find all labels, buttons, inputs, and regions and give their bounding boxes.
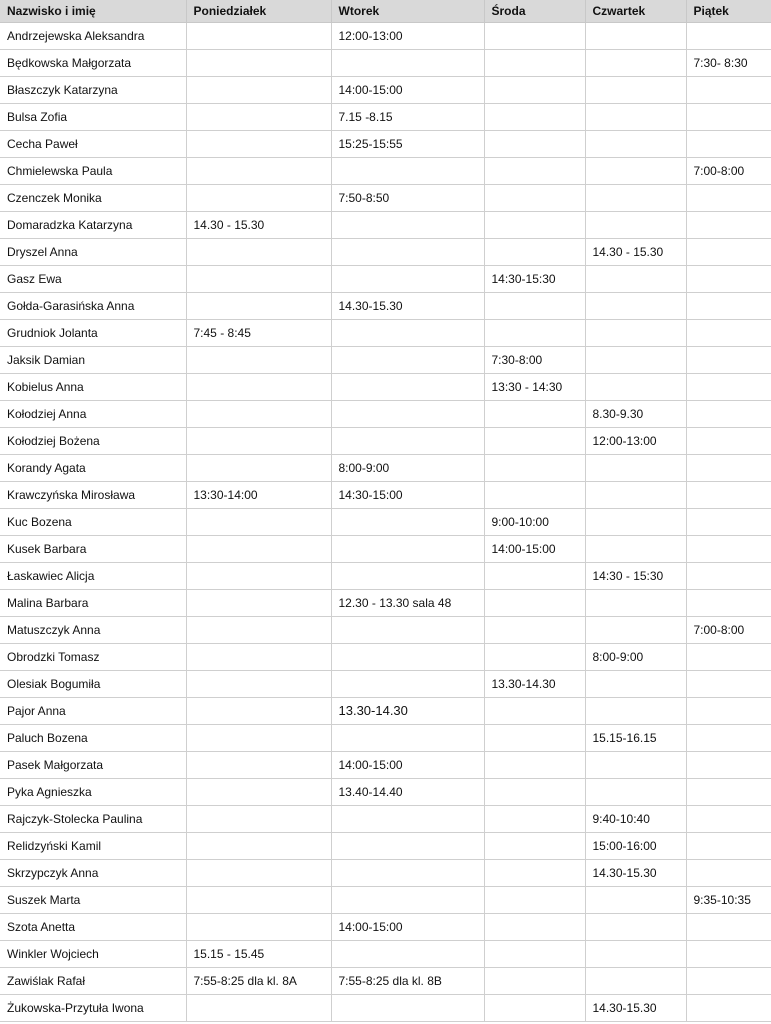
- table-row: [0, 103, 771, 130]
- thursday-cell: 14.30-15.30: [585, 859, 686, 886]
- thursday-cell: [585, 22, 686, 49]
- tuesday-cell: [331, 157, 484, 184]
- monday-cell: [186, 130, 331, 157]
- table-row: [0, 994, 771, 1021]
- wednesday-cell: [484, 967, 585, 994]
- monday-cell: [186, 643, 331, 670]
- wednesday-cell: [484, 103, 585, 130]
- wednesday-cell: [484, 22, 585, 49]
- friday-cell: [686, 103, 771, 130]
- table-row: [0, 373, 771, 400]
- friday-cell: [686, 967, 771, 994]
- friday-cell: [686, 454, 771, 481]
- tuesday-cell: [331, 535, 484, 562]
- thursday-cell: [585, 454, 686, 481]
- table-row: [0, 238, 771, 265]
- friday-cell: [686, 265, 771, 292]
- tuesday-cell: [331, 49, 484, 76]
- thursday-cell: [585, 265, 686, 292]
- monday-cell: [186, 184, 331, 211]
- table-row: [0, 130, 771, 157]
- table-row: [0, 508, 771, 535]
- friday-cell: [686, 346, 771, 373]
- tuesday-cell: 12:00-13:00: [331, 22, 484, 49]
- name-cell: Gołda-Garasińska Anna: [0, 292, 186, 319]
- name-cell: Łaskawiec Alicja: [0, 562, 186, 589]
- thursday-cell: [585, 184, 686, 211]
- table-row: [0, 157, 771, 184]
- thursday-cell: [585, 589, 686, 616]
- friday-cell: [686, 994, 771, 1021]
- friday-cell: [686, 832, 771, 859]
- name-cell: Kuc Bozena: [0, 508, 186, 535]
- thursday-cell: [585, 319, 686, 346]
- table-row: [0, 670, 771, 697]
- name-cell: Pyka Agnieszka: [0, 778, 186, 805]
- tuesday-cell: [331, 508, 484, 535]
- monday-cell: [186, 994, 331, 1021]
- tuesday-cell: 14.30-15.30: [331, 292, 484, 319]
- wednesday-cell: [484, 292, 585, 319]
- name-cell: Chmielewska Paula: [0, 157, 186, 184]
- name-cell: Kusek Barbara: [0, 535, 186, 562]
- wednesday-cell: [484, 76, 585, 103]
- friday-cell: [686, 76, 771, 103]
- wednesday-cell: [484, 751, 585, 778]
- wednesday-cell: [484, 130, 585, 157]
- thursday-cell: [585, 886, 686, 913]
- wednesday-cell: [484, 184, 585, 211]
- monday-cell: [186, 265, 331, 292]
- name-cell: Czenczek Monika: [0, 184, 186, 211]
- table-row: [0, 913, 771, 940]
- name-cell: Rajczyk-Stolecka Paulina: [0, 805, 186, 832]
- wednesday-cell: [484, 643, 585, 670]
- friday-cell: [686, 427, 771, 454]
- monday-cell: [186, 49, 331, 76]
- wednesday-cell: [484, 157, 585, 184]
- wednesday-cell: 7:30-8:00: [484, 346, 585, 373]
- table-row: [0, 724, 771, 751]
- friday-cell: [686, 643, 771, 670]
- name-cell: Korandy Agata: [0, 454, 186, 481]
- wednesday-cell: [484, 697, 585, 724]
- name-cell: Obrodzki Tomasz: [0, 643, 186, 670]
- tuesday-cell: [331, 670, 484, 697]
- thursday-cell: [585, 535, 686, 562]
- wednesday-cell: [484, 481, 585, 508]
- thursday-cell: 14.30-15.30: [585, 994, 686, 1021]
- thursday-cell: [585, 49, 686, 76]
- table-row: [0, 535, 771, 562]
- tuesday-cell: 12.30 - 13.30 sala 48: [331, 589, 484, 616]
- header-tuesday: Wtorek: [331, 0, 484, 22]
- name-cell: Kołodziej Bożena: [0, 427, 186, 454]
- monday-cell: [186, 832, 331, 859]
- table-row: [0, 211, 771, 238]
- tuesday-cell: [331, 373, 484, 400]
- thursday-cell: [585, 211, 686, 238]
- monday-cell: [186, 670, 331, 697]
- wednesday-cell: 13.30-14.30: [484, 670, 585, 697]
- monday-cell: 13:30-14:00: [186, 481, 331, 508]
- tuesday-cell: [331, 562, 484, 589]
- table-row: [0, 859, 771, 886]
- wednesday-cell: [484, 238, 585, 265]
- monday-cell: [186, 751, 331, 778]
- friday-cell: 9:35-10:35: [686, 886, 771, 913]
- table-row: [0, 427, 771, 454]
- friday-cell: [686, 184, 771, 211]
- monday-cell: [186, 913, 331, 940]
- tuesday-cell: [331, 400, 484, 427]
- thursday-cell: [585, 373, 686, 400]
- wednesday-cell: [484, 427, 585, 454]
- table-row: [0, 940, 771, 967]
- wednesday-cell: [484, 562, 585, 589]
- tuesday-cell: [331, 616, 484, 643]
- name-cell: Krawczyńska Mirosława: [0, 481, 186, 508]
- header-friday: Piątek: [686, 0, 771, 22]
- wednesday-cell: [484, 724, 585, 751]
- table-row: [0, 292, 771, 319]
- monday-cell: [186, 886, 331, 913]
- tuesday-cell: 7:50-8:50: [331, 184, 484, 211]
- table-row: [0, 76, 771, 103]
- name-cell: Zawiślak Rafał: [0, 967, 186, 994]
- thursday-cell: [585, 130, 686, 157]
- name-cell: Skrzypczyk Anna: [0, 859, 186, 886]
- table-body: [0, 22, 771, 1021]
- friday-cell: [686, 238, 771, 265]
- wednesday-cell: [484, 589, 585, 616]
- monday-cell: 7:45 - 8:45: [186, 319, 331, 346]
- tuesday-cell: [331, 238, 484, 265]
- thursday-cell: 14:30 - 15:30: [585, 562, 686, 589]
- wednesday-cell: [484, 319, 585, 346]
- monday-cell: [186, 103, 331, 130]
- friday-cell: [686, 805, 771, 832]
- thursday-cell: [585, 967, 686, 994]
- tuesday-cell: [331, 832, 484, 859]
- wednesday-cell: [484, 886, 585, 913]
- monday-cell: 7:55-8:25 dla kl. 8A: [186, 967, 331, 994]
- header-row: [0, 0, 771, 22]
- thursday-cell: [585, 76, 686, 103]
- table-row: [0, 49, 771, 76]
- tuesday-cell: [331, 346, 484, 373]
- table-row: [0, 697, 771, 724]
- tuesday-cell: [331, 940, 484, 967]
- wednesday-cell: [484, 400, 585, 427]
- name-cell: Winkler Wojciech: [0, 940, 186, 967]
- monday-cell: [186, 427, 331, 454]
- name-cell: Żukowska-Przytuła Iwona: [0, 994, 186, 1021]
- friday-cell: [686, 292, 771, 319]
- friday-cell: [686, 373, 771, 400]
- monday-cell: [186, 589, 331, 616]
- name-cell: Pasek Małgorzata: [0, 751, 186, 778]
- name-cell: Matuszczyk Anna: [0, 616, 186, 643]
- table-row: [0, 832, 771, 859]
- name-cell: Pajor Anna: [0, 697, 186, 724]
- monday-cell: [186, 292, 331, 319]
- monday-cell: [186, 76, 331, 103]
- tuesday-cell: [331, 427, 484, 454]
- thursday-cell: [585, 292, 686, 319]
- thursday-cell: [585, 346, 686, 373]
- wednesday-cell: [484, 616, 585, 643]
- thursday-cell: [585, 913, 686, 940]
- tuesday-cell: 8:00-9:00: [331, 454, 484, 481]
- thursday-cell: 9:40-10:40: [585, 805, 686, 832]
- thursday-cell: [585, 778, 686, 805]
- table-row: [0, 562, 771, 589]
- name-cell: Dryszel Anna: [0, 238, 186, 265]
- table-row: [0, 805, 771, 832]
- wednesday-cell: 14:30-15:30: [484, 265, 585, 292]
- table-row: [0, 319, 771, 346]
- monday-cell: [186, 454, 331, 481]
- name-cell: Będkowska Małgorzata: [0, 49, 186, 76]
- monday-cell: [186, 238, 331, 265]
- wednesday-cell: [484, 778, 585, 805]
- table-row: [0, 886, 771, 913]
- name-cell: Paluch Bozena: [0, 724, 186, 751]
- name-cell: Gasz Ewa: [0, 265, 186, 292]
- table-row: [0, 778, 771, 805]
- tuesday-cell: 14:30-15:00: [331, 481, 484, 508]
- friday-cell: [686, 670, 771, 697]
- monday-cell: [186, 346, 331, 373]
- thursday-cell: 15:00-16:00: [585, 832, 686, 859]
- monday-cell: [186, 805, 331, 832]
- tuesday-cell: [331, 211, 484, 238]
- header-wednesday: Środa: [484, 0, 585, 22]
- wednesday-cell: 13:30 - 14:30: [484, 373, 585, 400]
- wednesday-cell: [484, 940, 585, 967]
- name-cell: Domaradzka Katarzyna: [0, 211, 186, 238]
- friday-cell: [686, 481, 771, 508]
- table-row: [0, 22, 771, 49]
- tuesday-cell: 14:00-15:00: [331, 751, 484, 778]
- thursday-cell: [585, 751, 686, 778]
- friday-cell: [686, 562, 771, 589]
- table-row: [0, 346, 771, 373]
- friday-cell: 7:00-8:00: [686, 616, 771, 643]
- friday-cell: [686, 130, 771, 157]
- name-cell: Grudniok Jolanta: [0, 319, 186, 346]
- friday-cell: [686, 724, 771, 751]
- table-row: [0, 265, 771, 292]
- monday-cell: 15.15 - 15.45: [186, 940, 331, 967]
- tuesday-cell: [331, 265, 484, 292]
- monday-cell: [186, 562, 331, 589]
- monday-cell: [186, 400, 331, 427]
- friday-cell: [686, 751, 771, 778]
- friday-cell: [686, 778, 771, 805]
- thursday-cell: [585, 670, 686, 697]
- tuesday-cell: [331, 859, 484, 886]
- wednesday-cell: [484, 454, 585, 481]
- table-row: [0, 643, 771, 670]
- name-cell: Kobielus Anna: [0, 373, 186, 400]
- thursday-cell: [585, 508, 686, 535]
- tuesday-cell: 7:55-8:25 dla kl. 8B: [331, 967, 484, 994]
- table-row: [0, 751, 771, 778]
- name-cell: Bulsa Zofia: [0, 103, 186, 130]
- name-cell: Suszek Marta: [0, 886, 186, 913]
- friday-cell: [686, 589, 771, 616]
- table-row: [0, 481, 771, 508]
- thursday-cell: 8:00-9:00: [585, 643, 686, 670]
- monday-cell: [186, 157, 331, 184]
- friday-cell: [686, 22, 771, 49]
- wednesday-cell: [484, 913, 585, 940]
- header-monday: Poniedziałek: [186, 0, 331, 22]
- name-cell: Szota Anetta: [0, 913, 186, 940]
- name-cell: Cecha Paweł: [0, 130, 186, 157]
- wednesday-cell: [484, 805, 585, 832]
- tuesday-cell: [331, 319, 484, 346]
- monday-cell: [186, 724, 331, 751]
- friday-cell: [686, 913, 771, 940]
- tuesday-cell: [331, 724, 484, 751]
- name-cell: Malina Barbara: [0, 589, 186, 616]
- tuesday-cell: [331, 643, 484, 670]
- thursday-cell: [585, 481, 686, 508]
- friday-cell: [686, 400, 771, 427]
- friday-cell: [686, 535, 771, 562]
- thursday-cell: 15.15-16.15: [585, 724, 686, 751]
- tuesday-cell: 15:25-15:55: [331, 130, 484, 157]
- name-cell: Relidzyński Kamil: [0, 832, 186, 859]
- thursday-cell: [585, 616, 686, 643]
- header-thursday: Czwartek: [585, 0, 686, 22]
- wednesday-cell: [484, 859, 585, 886]
- tuesday-cell: 7.15 -8.15: [331, 103, 484, 130]
- wednesday-cell: [484, 832, 585, 859]
- table-header: [0, 0, 771, 22]
- thursday-cell: [585, 103, 686, 130]
- monday-cell: [186, 859, 331, 886]
- name-cell: Jaksik Damian: [0, 346, 186, 373]
- tuesday-cell: 13.40-14.40: [331, 778, 484, 805]
- wednesday-cell: 14:00-15:00: [484, 535, 585, 562]
- name-cell: Andrzejewska Aleksandra: [0, 22, 186, 49]
- table-row: [0, 454, 771, 481]
- table-row: [0, 967, 771, 994]
- friday-cell: [686, 211, 771, 238]
- table-row: [0, 589, 771, 616]
- friday-cell: 7:00-8:00: [686, 157, 771, 184]
- table-row: [0, 616, 771, 643]
- header-name: Nazwisko i imię: [0, 0, 186, 22]
- monday-cell: [186, 697, 331, 724]
- monday-cell: 14.30 - 15.30: [186, 211, 331, 238]
- name-cell: Kołodziej Anna: [0, 400, 186, 427]
- thursday-cell: [585, 940, 686, 967]
- monday-cell: [186, 535, 331, 562]
- tuesday-cell: 13.30-14.30: [331, 697, 484, 724]
- wednesday-cell: 9:00-10:00: [484, 508, 585, 535]
- tuesday-cell: 14:00-15:00: [331, 76, 484, 103]
- tuesday-cell: [331, 994, 484, 1021]
- friday-cell: [686, 319, 771, 346]
- tuesday-cell: 14:00-15:00: [331, 913, 484, 940]
- wednesday-cell: [484, 49, 585, 76]
- wednesday-cell: [484, 211, 585, 238]
- table-row: [0, 184, 771, 211]
- tuesday-cell: [331, 886, 484, 913]
- monday-cell: [186, 616, 331, 643]
- thursday-cell: 8.30-9.30: [585, 400, 686, 427]
- thursday-cell: [585, 697, 686, 724]
- monday-cell: [186, 373, 331, 400]
- table-row: [0, 400, 771, 427]
- wednesday-cell: [484, 994, 585, 1021]
- friday-cell: [686, 859, 771, 886]
- tuesday-cell: [331, 805, 484, 832]
- thursday-cell: [585, 157, 686, 184]
- thursday-cell: 12:00-13:00: [585, 427, 686, 454]
- friday-cell: [686, 940, 771, 967]
- thursday-cell: 14.30 - 15.30: [585, 238, 686, 265]
- friday-cell: 7:30- 8:30: [686, 49, 771, 76]
- name-cell: Błaszczyk Katarzyna: [0, 76, 186, 103]
- friday-cell: [686, 697, 771, 724]
- monday-cell: [186, 22, 331, 49]
- friday-cell: [686, 508, 771, 535]
- monday-cell: [186, 778, 331, 805]
- monday-cell: [186, 508, 331, 535]
- name-cell: Olesiak Bogumiła: [0, 670, 186, 697]
